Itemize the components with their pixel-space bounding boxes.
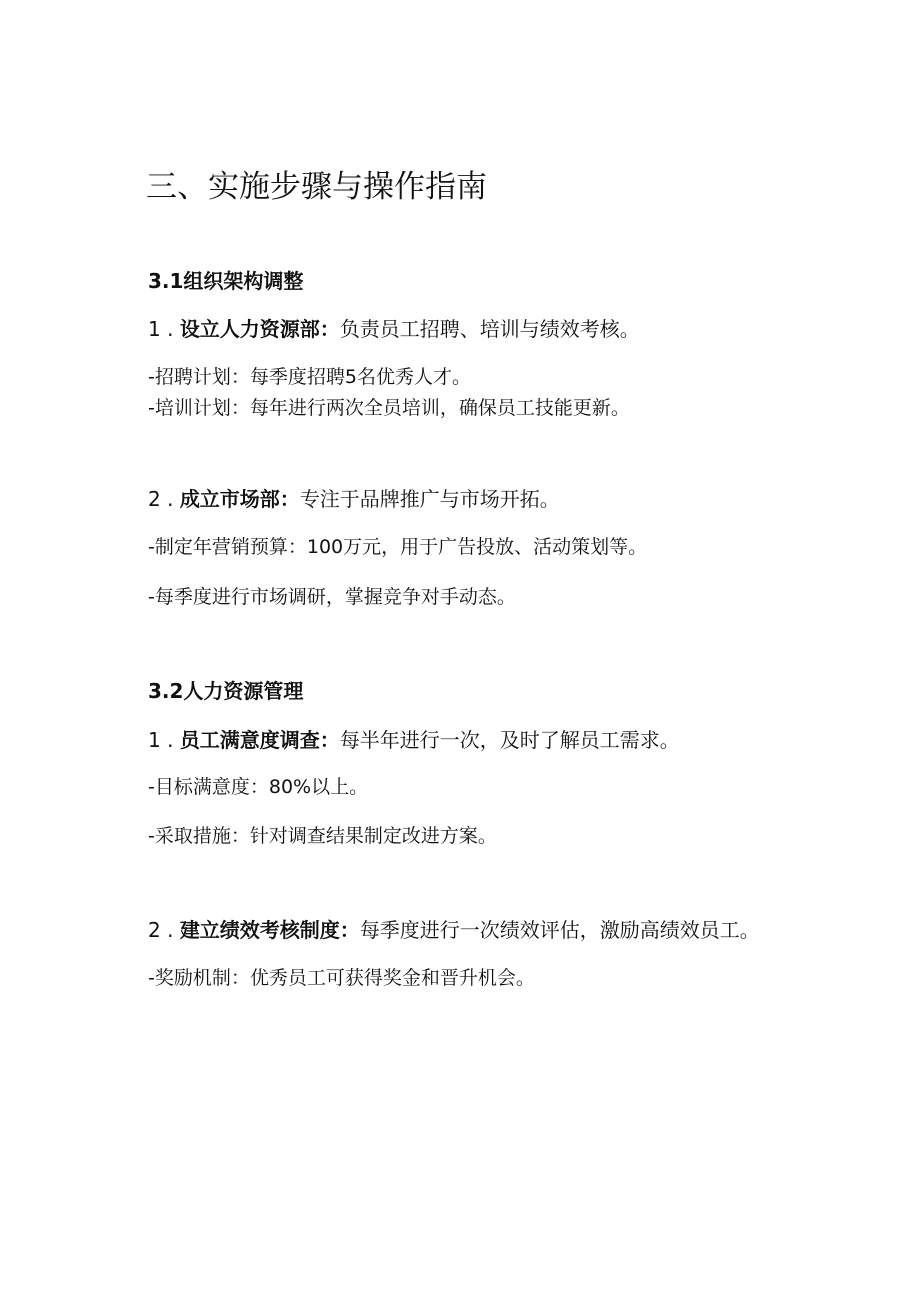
list-item-hr-department bbox=[148, 319, 640, 339]
item-lead: 建立绩效考核制度： bbox=[179, 918, 360, 942]
sub-item-target-satisfaction: -目标满意度：80%以上。 bbox=[148, 776, 369, 798]
item-separator: . bbox=[160, 728, 180, 752]
item-lead: 设立人力资源部： bbox=[179, 317, 340, 341]
sub-item-reward-mechanism: -奖励机制：优秀员工可获得奖金和晋升机会。 bbox=[148, 967, 535, 989]
sub-item-measures: -采取措施：针对调查结果制定改进方案。 bbox=[148, 825, 497, 847]
sub-item-marketing-budget: -制定年营销预算：100万元，用于广告投放、活动策划等。 bbox=[148, 536, 648, 558]
item-number: 1 bbox=[148, 317, 161, 341]
section-heading-3-1: 3.1组织架构调整 bbox=[148, 269, 304, 293]
item-lead: 成立市场部： bbox=[179, 487, 300, 511]
sub-item-recruitment-plan: -招聘计划：每季度招聘5名优秀人才。 bbox=[148, 366, 471, 388]
item-separator: . bbox=[160, 317, 180, 341]
item-lead: 员工满意度调查： bbox=[179, 728, 340, 752]
item-text: 专注于品牌推广与市场开拓。 bbox=[299, 487, 560, 511]
sub-item-training-plan: -培训计划：每年进行两次全员培训，确保员工技能更新。 bbox=[148, 397, 630, 419]
page-title: 三、实施步骤与操作指南 bbox=[146, 169, 487, 205]
item-number: 2 bbox=[148, 487, 161, 511]
item-separator: . bbox=[160, 487, 180, 511]
item-separator: . bbox=[160, 918, 180, 942]
item-number: 2 bbox=[148, 918, 161, 942]
list-item-marketing-department bbox=[148, 489, 560, 509]
item-text: 每季度进行一次绩效评估，激励高绩效员工。 bbox=[359, 918, 760, 942]
section-heading-3-2: 3.2人力资源管理 bbox=[148, 679, 304, 703]
sub-item-market-research: -每季度进行市场调研，掌握竞争对手动态。 bbox=[148, 586, 516, 608]
list-item-performance-system bbox=[148, 920, 760, 940]
list-item-satisfaction-survey bbox=[148, 730, 680, 750]
item-text: 负责员工招聘、培训与绩效考核。 bbox=[339, 317, 640, 341]
item-text: 每半年进行一次，及时了解员工需求。 bbox=[339, 728, 680, 752]
item-number: 1 bbox=[148, 728, 161, 752]
